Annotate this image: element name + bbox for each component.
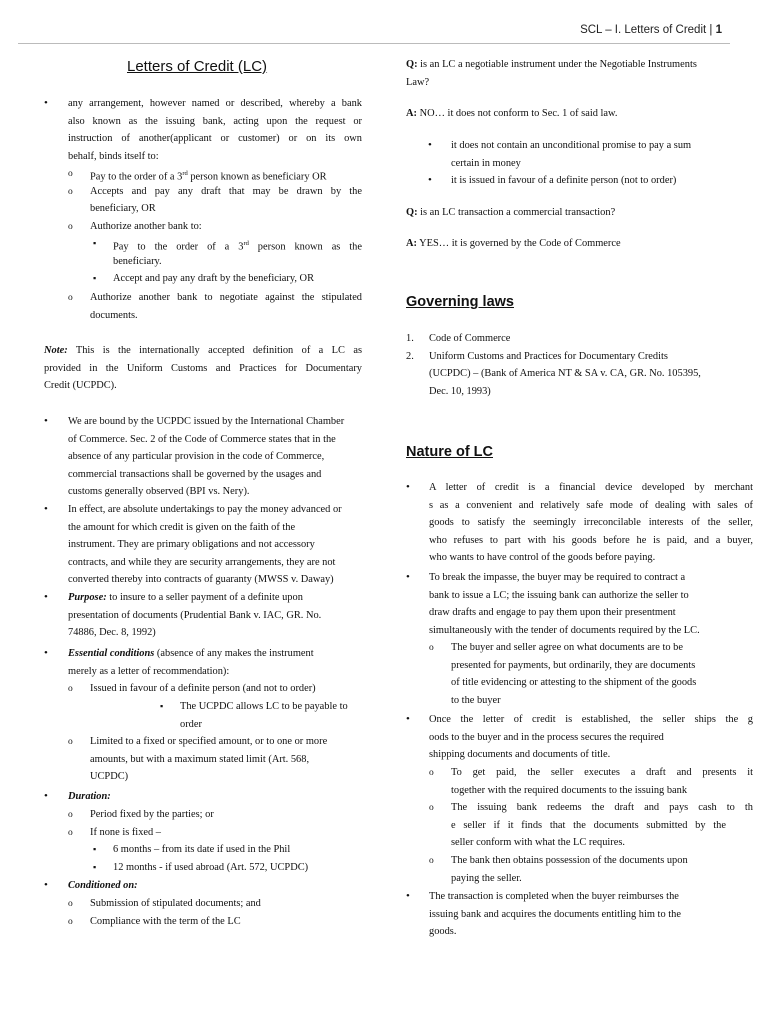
- nature-subline: together with the required documents to the issuing bank: [451, 784, 688, 796]
- nature-subline: seller conform with what the LC requires.: [451, 837, 625, 848]
- circle-bullet-icon: [429, 639, 434, 658]
- duration-subitem: 12 months - if used abroad (Art. 572, UCPDC): [113, 861, 309, 873]
- essential-line: merely as a letter of recommendation):: [68, 665, 230, 677]
- note-line: Note: This is the internationally accepted definition of a LC as: [44, 345, 362, 356]
- definition-subitem: beneficiary.: [113, 255, 162, 267]
- nature-subline: to the buyer: [451, 694, 501, 706]
- body-line: In effect, are absolute undertakings to pay the money advanced or: [68, 504, 342, 515]
- nature-subline: of title evidencing or attesting to the shipment of the goods: [451, 677, 697, 688]
- bullet-icon: [44, 877, 48, 895]
- governing-law-item: Dec. 10, 1993): [429, 385, 491, 397]
- essential-line: Essential conditions (absence of any makes the instrument: [68, 648, 314, 659]
- nature-subline: presented for payments, but ordinarily, they are documents: [451, 659, 696, 671]
- circle-bullet-icon: [68, 183, 73, 202]
- essential-subitem: order: [180, 718, 202, 730]
- essential-item: Limited to a fixed or specified amount, or to one or more: [90, 736, 328, 747]
- circle-bullet-icon: [68, 218, 73, 237]
- conditioned-label: Conditioned on:: [68, 880, 138, 891]
- governing-law-item: (UCPDC) – (Bank of America NT & SA v. CA, GR. No. 105395,: [429, 368, 701, 379]
- header-divider: [18, 43, 730, 44]
- bullet-icon: [44, 788, 48, 806]
- answer-line: A: YES… it is governed by the Code of Commerce: [406, 238, 621, 249]
- body-line: instrument. They are primary obligations and not accessory: [68, 539, 315, 550]
- square-bullet-icon: [93, 859, 96, 877]
- circle-bullet-icon: [68, 680, 73, 699]
- governing-law-item: Uniform Customs and Practices for Documentary Credits: [429, 350, 668, 362]
- nature-line: shipping documents and documents of title.: [429, 749, 611, 760]
- nature-line: draw drafts and engage to pay them upon their presentment: [429, 607, 676, 618]
- nature-subline: The buyer and seller agree on what documents are to be: [451, 642, 683, 653]
- definition-line: any arrangement, however named or described, whereby a bank: [68, 98, 362, 109]
- answer-item: it does not contain an unconditional promise to pay a sum: [451, 140, 692, 151]
- circle-bullet-icon: [68, 733, 73, 752]
- nature-subline: To get paid, the seller executes a draft and presents it: [451, 767, 753, 778]
- definition-item: Accepts and pay any draft that may be drawn by the: [90, 185, 362, 197]
- nature-line: A letter of credit is a financial device developed by merchant: [429, 482, 753, 493]
- bullet-icon: [44, 645, 48, 663]
- list-number: 1.: [406, 333, 414, 344]
- definition-subitem: Accept and pay any draft by the beneficiary, OR: [113, 273, 314, 284]
- circle-bullet-icon: [68, 895, 73, 914]
- nature-line: bank to issue a LC; the issuing bank can authorize the seller to: [429, 589, 689, 601]
- body-line: We are bound by the UCPDC issued by the International Chamber: [68, 416, 345, 427]
- essential-subitem: The UCPDC allows LC to be payable to: [180, 701, 348, 712]
- body-line: customs generally observed (BPI vs. Nery).: [68, 486, 250, 497]
- circle-bullet-icon: [68, 913, 73, 932]
- definition-item: Authorize another bank to negotiate against the stipulated: [90, 292, 362, 303]
- note-line: provided in the Uniform Customs and Practices for Documentary: [44, 362, 362, 374]
- definition-item: Authorize another bank to:: [90, 220, 202, 232]
- nature-line: Once the letter of credit is established, the seller ships the g: [429, 714, 753, 725]
- note-line: Credit (UCPDC).: [44, 380, 117, 391]
- nature-subline: e seller if it finds that the documents submitted by the: [451, 819, 726, 831]
- nature-line: s as a convenient and relatively safe mode of dealing with sales of: [429, 499, 753, 511]
- body-line: contracts, and while they are security arrangements, they are not: [68, 556, 336, 568]
- nature-line: who refuses to part with his goods before he is paid, and a buyer,: [429, 534, 753, 546]
- purpose-line: presentation of documents (Prudential Bank v. IAC, GR. No.: [68, 609, 322, 621]
- body-line: commercial transactions shall be governed by the usages and: [68, 468, 322, 480]
- nature-subline: The bank then obtains possession of the documents upon: [451, 855, 688, 866]
- essential-item: amounts, but with a maximum stated limit (Art. 568,: [90, 753, 310, 765]
- nature-line: goods.: [429, 926, 457, 937]
- definition-item: beneficiary, OR: [90, 203, 156, 214]
- body-line: absence of any particular provision in the code of Commerce,: [68, 451, 325, 462]
- definition-subitem: Pay to the order of a 3rd person known as the: [113, 240, 362, 253]
- nature-subline: The issuing bank redeems the draft and pays cash to th: [451, 802, 753, 813]
- definition-item: Pay to the order of a 3rd person known as beneficiary OR: [90, 170, 327, 183]
- square-bullet-icon: [93, 235, 96, 253]
- duration-label: Duration:: [68, 791, 111, 802]
- circle-bullet-icon: [429, 764, 434, 783]
- nature-line: To break the impasse, the buyer may be required to contract a: [429, 572, 686, 583]
- body-line: converted thereby into contracts of guaranty (MWSS v. Daway): [68, 574, 334, 585]
- definition-line: instruction of another(applicant or customer) or on its own: [68, 133, 362, 144]
- bullet-icon: [406, 711, 410, 729]
- list-number: 2.: [406, 350, 414, 362]
- essential-item: Issued in favour of a definite person (and not to order): [90, 683, 316, 694]
- circle-bullet-icon: [68, 824, 73, 843]
- bullet-icon: [44, 589, 48, 607]
- nature-line: oods to the buyer and in the process secures the required: [429, 731, 664, 743]
- section-heading-nature-of-lc: Nature of LC: [406, 444, 493, 460]
- page-number: 1: [715, 24, 722, 36]
- page-title: Letters of Credit (LC): [127, 58, 268, 75]
- square-bullet-icon: [93, 841, 96, 859]
- nature-line: who wants to have control of the goods before paying.: [429, 552, 656, 563]
- nature-line: issuing bank and acquires the documents entitling him to the: [429, 908, 681, 920]
- answer-item: it is issued in favour of a definite person (not to order): [451, 175, 677, 186]
- bullet-icon: [428, 137, 432, 155]
- circle-bullet-icon: [68, 289, 73, 308]
- circle-bullet-icon: [429, 799, 434, 818]
- nature-line: goods to satisfy the seemingly irreconcilable interests of the seller,: [429, 517, 753, 528]
- square-bullet-icon: [160, 698, 163, 716]
- bullet-icon: [44, 501, 48, 519]
- governing-law-item: Code of Commerce: [429, 333, 511, 344]
- bullet-icon: [406, 888, 410, 906]
- nature-line: simultaneously with the tender of documents required by the LC.: [429, 624, 700, 636]
- circle-bullet-icon: [68, 806, 73, 825]
- duration-item: If none is fixed –: [90, 826, 161, 838]
- question-line: Law?: [406, 76, 430, 88]
- essential-item: UCPDC): [90, 771, 129, 782]
- bullet-icon: [406, 569, 410, 587]
- definition-line: also known as the issuing bank, acting upon the request or: [68, 115, 362, 127]
- answer-line: A: NO… it does not conform to Sec. 1 of said law.: [406, 108, 618, 119]
- conditioned-item: Submission of stipulated documents; and: [90, 898, 261, 909]
- body-line: the amount for which credit is given on the faith of the: [68, 521, 296, 533]
- bullet-icon: [428, 172, 432, 190]
- bullet-icon: [44, 95, 48, 113]
- bullet-icon: [44, 413, 48, 431]
- square-bullet-icon: [93, 270, 96, 288]
- definition-item: documents.: [90, 309, 138, 321]
- bullet-icon: [406, 479, 410, 497]
- conditioned-item: Compliance with the term of the LC: [90, 915, 241, 927]
- purpose-line: 74886, Dec. 8, 1992): [68, 627, 156, 638]
- body-line: of Commerce. Sec. 2 of the Code of Commerce states that in the: [68, 433, 336, 445]
- circle-bullet-icon: [429, 852, 434, 871]
- duration-subitem: 6 months – from its date if used in the Phil: [113, 844, 291, 855]
- purpose-line: Purpose: to insure to a seller payment of a definite upon: [68, 592, 303, 603]
- definition-line: behalf, binds itself to:: [68, 150, 159, 162]
- nature-line: The transaction is completed when the buyer reimburses the: [429, 891, 679, 902]
- circle-bullet-icon: [68, 165, 73, 184]
- question-line: Q: is an LC a negotiable instrument under the Negotiable Instruments: [406, 59, 697, 70]
- section-heading-governing-laws: Governing laws: [406, 294, 514, 310]
- page-header: [580, 24, 722, 36]
- duration-item: Period fixed by the parties; or: [90, 809, 214, 820]
- answer-item: certain in money: [451, 157, 521, 169]
- nature-subline: paying the seller.: [451, 872, 522, 884]
- question-line: Q: is an LC transaction a commercial transaction?: [406, 207, 616, 218]
- header-title: SCL – I. Letters of Credit |: [580, 24, 716, 36]
